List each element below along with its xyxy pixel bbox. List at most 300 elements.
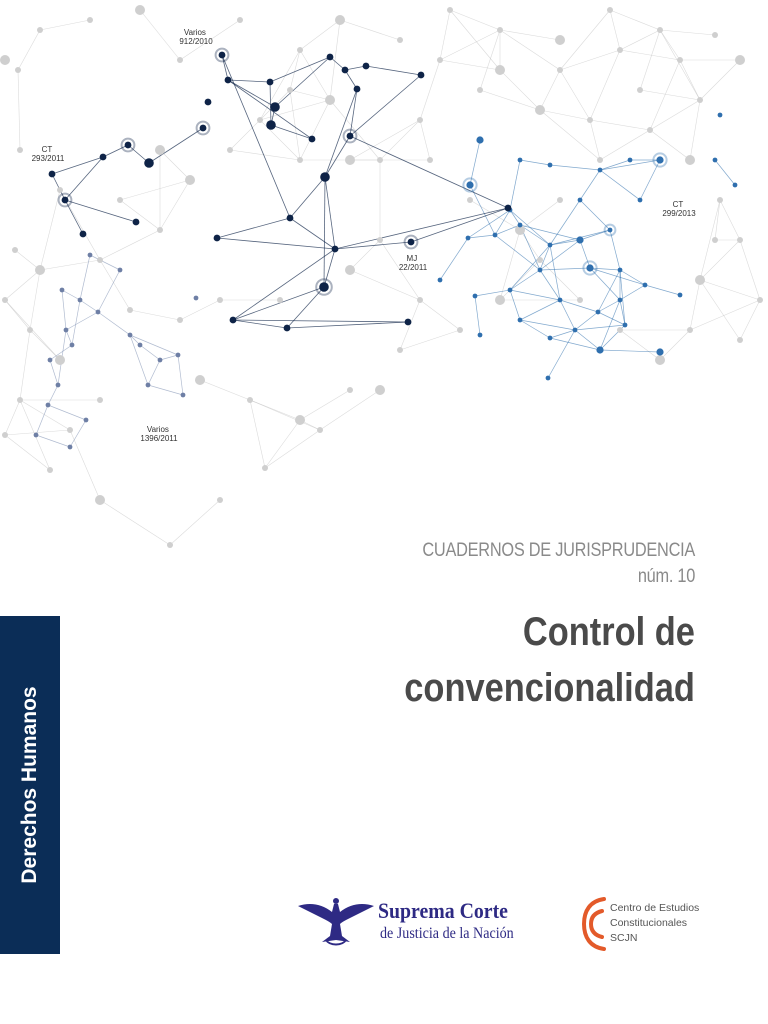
network-node: [332, 246, 339, 253]
network-node: [217, 497, 223, 503]
network-edge: [598, 312, 625, 325]
network-edge: [440, 30, 500, 60]
network-edge: [222, 55, 290, 218]
network-node: [656, 348, 663, 355]
network-edge: [40, 260, 100, 270]
network-edge: [540, 260, 580, 300]
network-node: [320, 172, 330, 182]
title-line-1: Control de: [523, 610, 695, 654]
network-edge: [575, 312, 598, 330]
network-node: [712, 237, 718, 243]
network-edge: [100, 230, 160, 260]
network-edge: [260, 50, 300, 120]
network-edge: [18, 30, 40, 70]
network-edge: [560, 70, 590, 120]
network-edge: [36, 435, 70, 447]
network-node: [685, 155, 695, 165]
network-label-ct-299: CT 299/2013: [662, 200, 696, 218]
network-node: [495, 295, 505, 305]
network-node: [95, 495, 105, 505]
network-label-varios-912: Varios 912/2010: [179, 28, 213, 46]
network-node: [200, 125, 207, 132]
network-node: [493, 233, 498, 238]
network-edge: [233, 320, 408, 322]
network-node: [345, 265, 355, 275]
network-node: [37, 27, 43, 33]
network-edge: [520, 200, 560, 230]
network-node: [155, 145, 165, 155]
network-edge: [450, 10, 500, 70]
network-edge: [48, 405, 86, 420]
network-label-ct-293: CT 293/2011: [31, 145, 65, 163]
network-node: [135, 5, 145, 15]
network-node: [647, 127, 653, 133]
network-node: [548, 243, 553, 248]
cec-name-line-1: Centro de Estudios: [610, 902, 700, 914]
network-node: [247, 397, 253, 403]
network-node: [27, 327, 33, 333]
network-edge: [600, 170, 640, 200]
network-edge: [290, 218, 335, 249]
network-edge: [450, 10, 500, 30]
network-edge: [660, 30, 680, 60]
network-node: [284, 325, 291, 332]
network-node: [347, 133, 354, 140]
network-edge: [149, 128, 203, 163]
network-edge: [300, 390, 350, 420]
network-node: [205, 99, 212, 106]
network-edge: [250, 400, 265, 468]
network-edge: [740, 240, 760, 300]
network-edge: [40, 190, 60, 270]
network-node: [287, 87, 293, 93]
network-edge: [510, 160, 520, 210]
network-node: [225, 77, 232, 84]
network-node: [57, 187, 63, 193]
network-node: [538, 268, 543, 273]
network-node: [2, 297, 8, 303]
network-node: [377, 157, 383, 163]
network-node: [127, 307, 133, 313]
network-node: [47, 467, 53, 473]
network-node: [176, 353, 181, 358]
network-edge: [550, 200, 580, 245]
network-node: [473, 294, 478, 299]
network-node: [230, 317, 237, 324]
cec-emblem-icon: [582, 895, 608, 953]
network-edge: [620, 50, 680, 60]
network-node: [97, 257, 103, 263]
network-node: [577, 297, 583, 303]
network-node: [405, 319, 412, 326]
network-edge: [130, 310, 180, 320]
network-node: [219, 52, 226, 59]
eagle-emblem-icon: [296, 892, 376, 950]
network-node: [100, 154, 107, 161]
series-number: núm. 10: [637, 566, 695, 587]
network-node: [505, 205, 512, 212]
cec-logo: [582, 895, 722, 955]
network-edge: [540, 70, 560, 110]
network-node: [535, 105, 545, 115]
network-edge: [20, 330, 30, 400]
network-node: [438, 278, 443, 283]
network-node: [477, 87, 483, 93]
network-edge: [590, 50, 620, 120]
network-node: [555, 35, 565, 45]
network-node: [138, 343, 143, 348]
network-node: [158, 358, 163, 363]
network-node: [237, 17, 243, 23]
cec-name-line-2: Constitucionales: [610, 917, 688, 929]
network-edge: [700, 240, 740, 280]
network-edge: [700, 280, 760, 300]
network-edge: [660, 30, 715, 35]
network-edge: [560, 10, 610, 70]
network-edge: [148, 360, 160, 385]
network-edge: [510, 290, 560, 300]
series-name: CUADERNOS DE JURISPRUDENCIA: [422, 540, 695, 561]
network-label-varios-1396: Varios 1396/2011: [140, 425, 178, 443]
network-node: [397, 37, 403, 43]
network-edge: [720, 200, 740, 240]
network-edge: [550, 240, 580, 245]
network-node: [576, 236, 583, 243]
network-edge: [290, 90, 330, 100]
network-node: [64, 328, 69, 333]
network-node: [167, 542, 173, 548]
network-edge: [98, 312, 130, 335]
network-edge: [130, 335, 178, 355]
network-edge: [660, 330, 690, 360]
network-node: [638, 198, 643, 203]
network-edge: [180, 300, 220, 320]
network-node: [608, 228, 613, 233]
network-node: [17, 147, 23, 153]
network-edge: [440, 10, 450, 60]
network-edge: [265, 430, 320, 468]
network-node: [598, 168, 603, 173]
network-edge: [5, 435, 50, 470]
network-edge: [520, 230, 540, 260]
cec-name: [610, 901, 699, 946]
network-edge: [420, 120, 430, 160]
network-edge: [217, 238, 335, 249]
network-node: [133, 219, 140, 226]
network-edge: [350, 75, 421, 136]
network-node: [49, 171, 56, 178]
network-node: [712, 32, 718, 38]
network-node: [262, 465, 268, 471]
network-edge: [560, 300, 575, 330]
network-edge: [475, 296, 480, 335]
network-node: [687, 327, 693, 333]
network-node: [12, 247, 18, 253]
network-edge: [65, 200, 136, 222]
network-edge: [510, 290, 520, 320]
network-edge: [80, 255, 90, 300]
title-line-2: convencionalidad: [404, 666, 695, 710]
network-edge: [40, 20, 90, 30]
collection-spine-band: [0, 616, 60, 954]
scjn-name-line-1: Suprema Corte: [378, 898, 508, 923]
network-edge: [680, 60, 700, 100]
network-node: [295, 415, 305, 425]
network-node: [345, 155, 355, 165]
network-node: [195, 375, 205, 385]
network-edge: [178, 355, 183, 395]
network-edge: [411, 208, 508, 242]
network-node: [427, 157, 433, 163]
network-node: [447, 7, 453, 13]
network-node: [319, 282, 329, 292]
network-edge: [620, 330, 660, 360]
network-node: [48, 358, 53, 363]
network-edge: [640, 30, 660, 90]
network-node: [643, 283, 648, 288]
network-node: [586, 264, 593, 271]
network-node: [655, 355, 665, 365]
network-edge: [440, 238, 468, 280]
network-node: [363, 63, 370, 70]
network-edge: [66, 330, 72, 345]
network-node: [354, 86, 361, 93]
network-edge: [520, 300, 560, 320]
network-node: [557, 197, 563, 203]
network-edge: [148, 385, 183, 395]
network-node: [757, 297, 763, 303]
network-node: [417, 297, 423, 303]
network-node: [325, 95, 335, 105]
network-node: [735, 55, 745, 65]
network-node: [713, 158, 718, 163]
collection-label: Derechos Humanos: [18, 686, 41, 884]
network-node: [695, 275, 705, 285]
network-node: [80, 231, 87, 238]
network-node: [347, 387, 353, 393]
network-edge: [325, 177, 335, 249]
network-edge: [700, 60, 740, 100]
network-edge: [550, 165, 600, 170]
network-edge: [270, 82, 271, 125]
network-edge: [20, 400, 70, 430]
network-node: [214, 235, 221, 242]
network-edge: [170, 500, 220, 545]
network-edge: [500, 30, 560, 70]
network-edge: [660, 30, 700, 100]
network-node: [157, 227, 163, 233]
network-node: [656, 156, 663, 163]
book-title: [404, 604, 695, 716]
network-edge: [740, 300, 760, 340]
network-edge: [200, 380, 250, 400]
network-node: [518, 223, 523, 228]
network-edge: [340, 20, 400, 40]
network-edge: [620, 285, 645, 300]
network-edge: [18, 70, 20, 150]
network-edge: [690, 280, 700, 330]
network-node: [677, 57, 683, 63]
network-node: [2, 432, 8, 438]
network-edge: [160, 150, 190, 180]
network-node: [657, 27, 663, 33]
network-edge: [620, 300, 625, 325]
network-node: [733, 183, 738, 188]
network-edge: [330, 100, 380, 160]
network-edge: [580, 170, 600, 200]
network-node: [117, 197, 123, 203]
network-node: [128, 333, 133, 338]
network-edge: [366, 66, 421, 75]
network-node: [457, 327, 463, 333]
network-edge: [48, 385, 58, 405]
network-node: [60, 288, 65, 293]
network-edge: [140, 10, 180, 60]
network-edge: [300, 100, 330, 160]
network-edge: [590, 120, 650, 130]
network-node: [578, 198, 583, 203]
network-edge: [350, 120, 420, 160]
network-node: [597, 157, 603, 163]
network-edge: [30, 330, 60, 360]
network-node: [62, 197, 69, 204]
network-edge: [600, 130, 650, 160]
network-edge: [5, 400, 20, 435]
network-node: [558, 298, 563, 303]
network-edge: [287, 322, 408, 328]
network-edge: [275, 57, 330, 107]
network-edge: [228, 80, 270, 82]
network-node: [87, 17, 93, 23]
network-edge: [300, 20, 340, 50]
network-edge: [380, 120, 420, 160]
network-edge: [715, 160, 735, 185]
network-edge: [600, 300, 620, 350]
network-node: [46, 403, 51, 408]
network-edge: [36, 405, 48, 435]
network-node: [377, 237, 383, 243]
network-node: [476, 136, 483, 143]
network-edge: [550, 245, 560, 300]
network-node: [84, 418, 89, 423]
network-edge: [590, 120, 600, 160]
network-node: [0, 55, 10, 65]
network-edge: [80, 300, 98, 312]
network-node: [342, 67, 349, 74]
network-edge: [500, 30, 560, 40]
network-node: [508, 288, 513, 293]
network-node: [181, 393, 186, 398]
series-heading: [422, 538, 695, 590]
network-node: [408, 239, 415, 246]
network-edge: [420, 300, 460, 330]
network-edge: [540, 110, 590, 120]
network-edge: [650, 100, 700, 130]
network-node: [397, 347, 403, 353]
network-node: [537, 257, 543, 263]
network-node: [125, 142, 132, 149]
network-edge: [715, 200, 720, 240]
network-node: [466, 181, 473, 188]
network-node: [267, 79, 274, 86]
network-edge: [140, 345, 160, 360]
network-node: [478, 333, 483, 338]
network-node: [297, 47, 303, 53]
network-node: [146, 383, 151, 388]
network-edge: [70, 430, 100, 500]
network-edge: [495, 235, 540, 270]
network-edge: [120, 200, 160, 230]
network-edge: [160, 355, 178, 360]
network-edge: [480, 30, 500, 90]
network-node: [217, 297, 223, 303]
network-node: [327, 54, 334, 61]
network-edge: [500, 70, 540, 110]
network-node: [270, 102, 280, 112]
network-label-mj-22: MJ 22/2011: [398, 254, 428, 272]
network-node: [194, 296, 199, 301]
network-edge: [690, 100, 700, 160]
network-edge: [66, 312, 98, 330]
network-node: [309, 136, 316, 143]
network-node: [277, 297, 283, 303]
network-edge: [560, 50, 620, 70]
network-node: [628, 158, 633, 163]
network-node: [717, 197, 723, 203]
network-edge: [350, 270, 420, 300]
network-edge: [650, 60, 680, 130]
network-edge: [265, 420, 300, 468]
network-node: [618, 298, 623, 303]
network-node: [737, 237, 743, 243]
network-edge: [520, 225, 580, 240]
network-edge: [645, 285, 680, 295]
network-node: [617, 327, 623, 333]
network-node: [678, 293, 683, 298]
network-edge: [130, 335, 148, 385]
network-node: [144, 158, 154, 168]
cec-name-line-3: SCJN: [610, 932, 638, 944]
network-node: [70, 343, 75, 348]
network-node: [185, 175, 195, 185]
network-node: [497, 27, 503, 33]
network-edge: [600, 350, 660, 352]
network-node: [548, 163, 553, 168]
network-edge: [600, 160, 630, 170]
network-edge: [610, 10, 660, 30]
network-node: [637, 87, 643, 93]
network-node: [623, 323, 628, 328]
network-node: [118, 268, 123, 273]
network-node: [557, 67, 563, 73]
network-node: [88, 253, 93, 258]
network-node: [266, 120, 276, 130]
scjn-logo: [296, 892, 536, 952]
network-edge: [300, 50, 330, 100]
network-node: [35, 265, 45, 275]
network-edge: [270, 57, 330, 82]
network-edge: [217, 218, 290, 238]
network-node: [466, 236, 471, 241]
network-edge: [290, 177, 325, 218]
network-node: [317, 427, 323, 433]
scjn-name-line-2: de Justicia de la Nación: [380, 925, 514, 942]
network-edge: [440, 60, 500, 70]
network-node: [56, 383, 61, 388]
network-node: [67, 427, 73, 433]
network-edge: [480, 90, 540, 110]
network-node: [467, 197, 473, 203]
